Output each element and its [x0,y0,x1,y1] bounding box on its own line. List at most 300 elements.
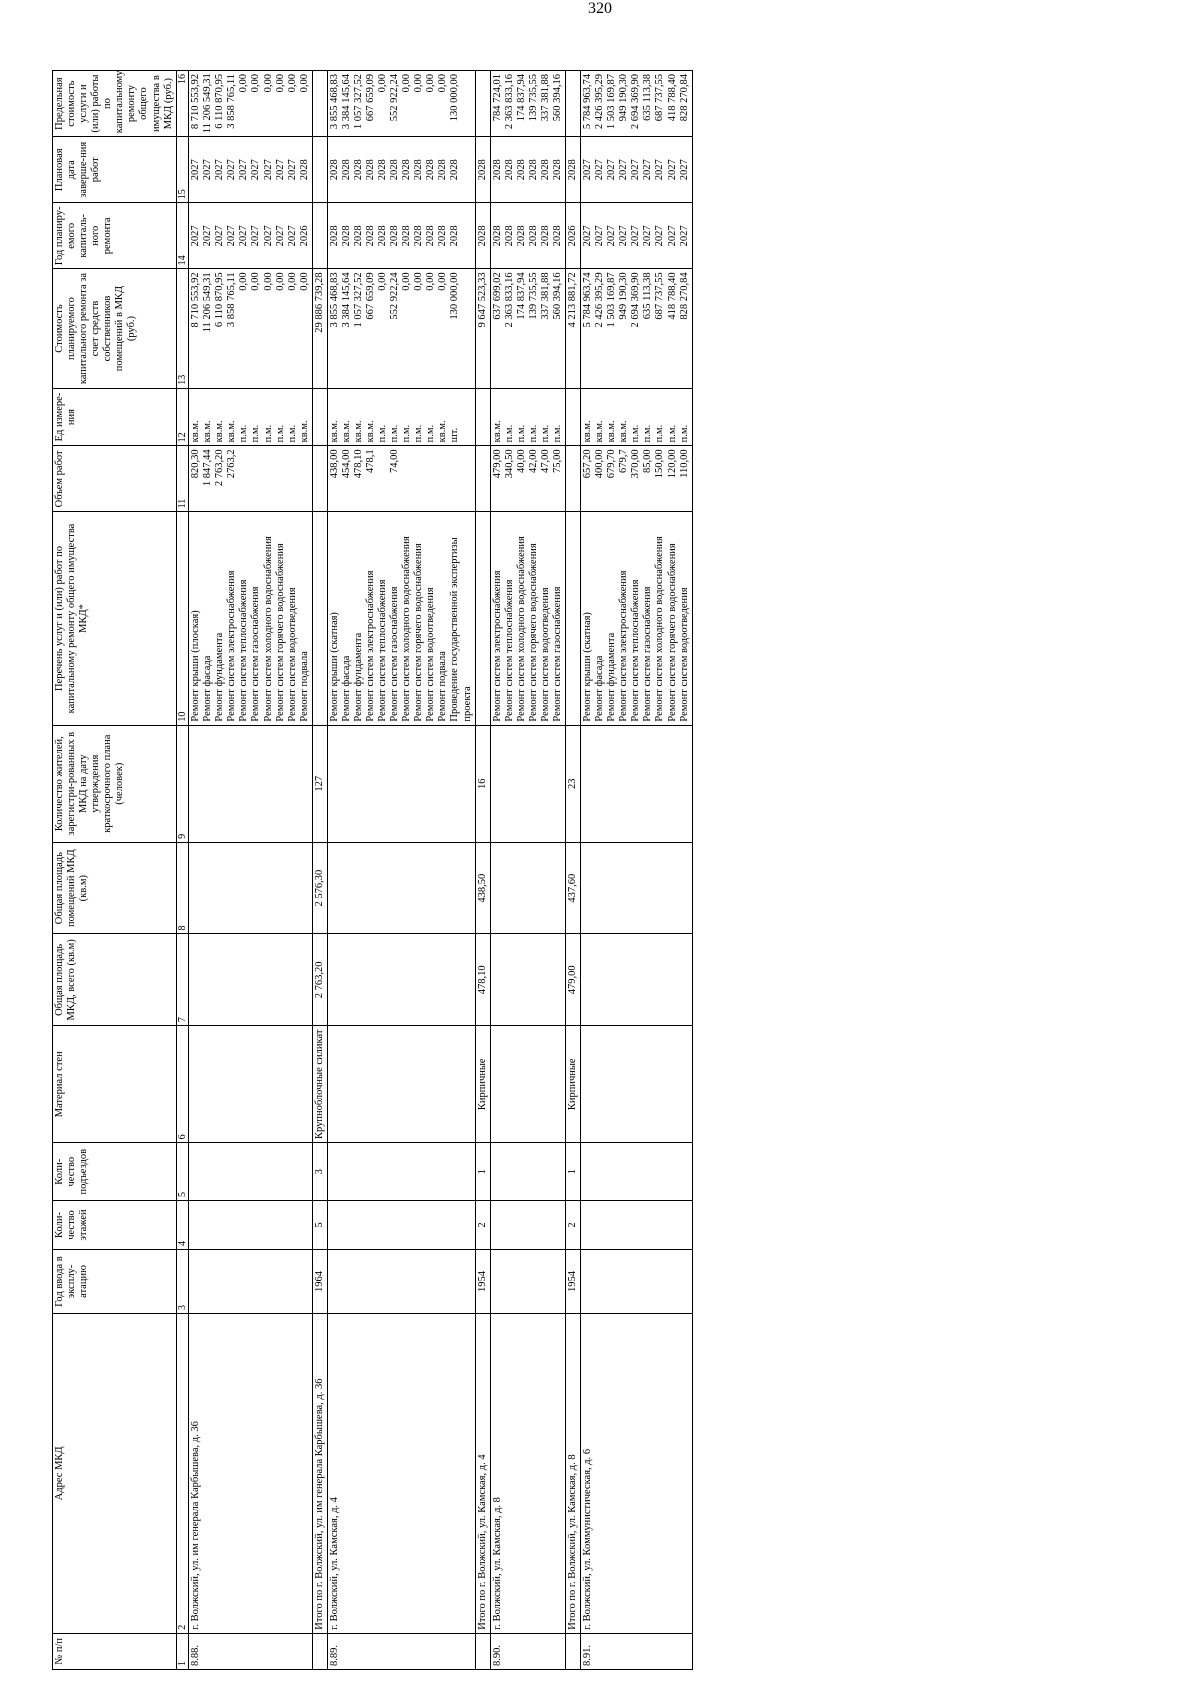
cost-line: 2 694 369,90 [630,272,642,328]
cost-line: 687 737,55 [654,272,666,320]
column-header-14: Год планиру-емого капиталь-ного ремонта [53,203,177,269]
cell-year [490,1250,565,1314]
column-header-1: № п/п [53,1633,177,1669]
volume-line: 454,00 [340,449,352,479]
column-header-7: Общая площадь МКД, всего (кв.м) [53,934,177,1026]
column-number-10: 10 [176,512,189,725]
volume-line [238,449,250,508]
works-line: Ремонт подвала [437,651,449,722]
works-line: Ремонт систем холодного водоснабжения [515,536,527,722]
end-date-line: 2027 [606,159,618,181]
cell-year [189,1250,313,1314]
limit-cost-line: 1 057 327,52 [352,74,364,130]
cell-address: Итого по г. Волжский, ул. Камская, д. 8 [566,1313,581,1633]
table-row [327,71,475,1670]
cell-volume [312,446,327,512]
cell-volume [327,446,475,512]
volume-line: 820,30 [190,449,202,479]
works-line: Ремонт систем холодного водоснабжения [401,536,413,722]
cell-entrances [490,1143,565,1201]
unit-line: п.м. [642,424,654,443]
unit-line: шт. [449,427,461,443]
cell-end-date [327,137,475,203]
works-line: Ремонт систем водоотведения [539,587,551,722]
column-number-9: 9 [176,725,189,842]
unit-line: п.м. [503,424,515,443]
end-date-line: 2028 [340,159,352,181]
plan-year-line: 2027 [678,225,690,247]
cost-line: 8 710 553,92 [190,272,202,328]
column-header-10: Перечень услуг и (или) работ по капитальному ремонту общего имущества МКД* [53,512,177,725]
cell-year: 1954 [566,1250,581,1314]
cell-limit-cost [327,71,475,137]
cell-no: 8.91. [581,1633,693,1669]
volume-line [437,449,449,508]
column-number-12: 12 [176,388,189,446]
end-date-line: 2027 [190,159,202,181]
volume-line: 478,1 [365,449,376,473]
cell-address: г. Волжский, ул. Коммунистическая, д. 6 [581,1313,693,1633]
cell-limit-cost [581,71,693,137]
volume-line [425,449,437,508]
end-date-line: 2028 [389,159,401,181]
end-date-line: 2028 [491,159,503,181]
cell-limit-cost [566,71,581,137]
cell-cost [312,269,327,388]
limit-cost-line: 174 837,94 [515,74,527,122]
unit-line: кв.м. [340,420,352,443]
page-number: 320 [588,0,612,17]
volume-line: 85,00 [642,449,654,473]
cell-end-date [475,137,490,203]
end-date-line: 2027 [666,159,678,181]
cost-line: 635 113,38 [642,272,654,320]
cell-no [475,1633,490,1669]
plan-year-line: 2027 [654,225,666,247]
cell-entrances: 1 [566,1143,581,1201]
cost-line: 130 000,00 [449,272,461,320]
cell-area-premises [490,842,565,934]
limit-cost-line: 418 788,40 [666,74,678,122]
cost-line: 949 190,30 [618,272,630,320]
column-number-14: 14 [176,203,189,269]
works-line: Ремонт фундамента [352,632,364,722]
end-date-line: 2027 [262,159,274,181]
cell-entrances [581,1143,693,1201]
limit-cost-line: 130 000,00 [449,74,461,122]
unit-line: п.м. [666,424,678,443]
limit-cost-line: 667 659,09 [365,74,376,122]
unit-line: п.м. [286,424,298,443]
cell-floors [327,1200,475,1249]
limit-cost-line: 0,00 [413,74,425,93]
limit-cost-line: 1 503 169,87 [606,74,618,130]
unit-line: кв.м. [226,420,238,443]
plan-year-line: 2027 [606,225,618,247]
cell-cost [189,269,313,388]
cell-volume [475,446,490,512]
volume-line: 120,00 [666,449,678,479]
volume-line: 47,00 [539,449,551,473]
cell-area-total: 2 763,20 [312,934,327,1026]
cell-end-date [490,137,565,203]
unit-line: кв.м. [214,420,226,443]
limit-cost-line: 337 381,88 [539,74,551,122]
end-date-line: 2028 [352,159,364,181]
cell-unit [581,388,693,446]
cell-area-total: 478,10 [475,934,490,1026]
volume-line: 479,00 [491,449,503,479]
cell-entrances [189,1143,313,1201]
works-line: Ремонт систем водоотведения [286,587,298,722]
cell-material [581,1026,693,1143]
works-line: Ремонт систем теплоснабжения [238,579,250,722]
unit-line: кв.м. [491,420,503,443]
volume-line: 150,00 [654,449,666,479]
cost-line: 6 110 870,95 [214,272,226,328]
column-header-2: Адрес МКД [53,1313,177,1633]
plan-year-line: 2028 [539,225,551,247]
limit-cost-line: 139 735,55 [527,74,539,122]
unit-line: п.м. [539,424,551,443]
column-header-12: Ед измере-ния [53,388,177,446]
cell-cost [581,269,693,388]
cell-unit [189,388,313,446]
end-date-line: 2028 [476,159,488,181]
cell-residents [490,725,565,842]
cell-area-premises [581,842,693,934]
cell-material: Крупноблочные силикат [312,1026,327,1143]
cost-line: 828 270,84 [678,272,690,320]
cell-material: Кирпичные [566,1026,581,1143]
cell-no [312,1633,327,1669]
cell-volume [490,446,565,512]
volume-line [275,449,287,508]
cell-floors: 2 [475,1200,490,1249]
cell-plan-year [581,203,693,269]
volume-line: 1 847,44 [202,449,214,487]
cell-area-premises: 437,60 [566,842,581,934]
end-date-line: 2028 [449,159,461,181]
unit-line: п.м. [425,424,437,443]
end-date-line: 2028 [437,159,449,181]
works-line: Проведение государственной экспертизы проекта [449,537,473,722]
works-line: Ремонт систем горячего водоснабжения [274,543,286,722]
column-number-3: 3 [176,1250,189,1314]
volume-line [263,449,275,508]
cost-line: 0,00 [250,272,262,291]
cost-line: 0,00 [274,272,286,291]
cell-limit-cost [490,71,565,137]
cost-line: 337 381,88 [539,272,551,320]
works-line: Ремонт систем теплоснабжения [503,579,515,722]
end-date-line: 2028 [425,159,437,181]
unit-line: п.м. [250,424,262,443]
column-header-11: Объем работ [53,446,177,512]
cost-line: 0,00 [437,272,449,291]
volume-line: 42,00 [527,449,539,473]
column-number-13: 13 [176,269,189,388]
cell-unit [475,388,490,446]
cell-end-date [581,137,693,203]
cell-address: г. Волжский, ул. Камская, д. 8 [490,1313,565,1633]
cell-unit [566,388,581,446]
cell-material [490,1026,565,1143]
end-date-line: 2028 [377,159,389,181]
cost-line: 2 426 395,29 [594,272,606,328]
plan-year-line: 2028 [503,225,515,247]
cost-line: 0,00 [238,272,250,291]
cell-limit-cost [312,71,327,137]
plan-year-line: 2027 [214,225,226,247]
plan-year-line: 2028 [401,225,413,247]
plan-year-line: 2028 [413,225,425,247]
works-line: Ремонт систем газоснабжения [551,586,563,722]
cell-area-total [581,934,693,1026]
column-header-13: Стоимость планируемого капитального ремонта за счет средств собственников помещений в МКД (руб.) [53,269,177,388]
end-date-line: 2027 [274,159,286,181]
column-number-6: 6 [176,1026,189,1143]
cost-line: 637 699,02 [491,272,503,320]
works-line: Ремонт систем горячего водоснабжения [666,543,678,722]
works-line: Ремонт систем водоотведения [678,587,690,722]
plan-year-line: 2028 [476,225,488,247]
cost-line: 552 922,24 [389,272,401,320]
end-date-line: 2028 [539,159,551,181]
limit-cost-line: 0,00 [250,74,262,93]
limit-cost-line: 552 922,24 [389,74,401,122]
works-line: Ремонт систем горячего водоснабжения [413,543,425,722]
cost-line: 1 503 169,87 [606,272,618,328]
volume-line: 2763,2 [226,449,238,479]
cell-residents: 16 [475,725,490,842]
volume-line: 40,00 [515,449,527,473]
cell-limit-cost [475,71,490,137]
table-row [490,71,565,1670]
unit-line: п.м. [654,424,666,443]
cell-residents: 127 [312,725,327,842]
column-number-4: 4 [176,1200,189,1249]
unit-line: кв.м. [202,420,214,443]
column-header-5: Коли-чество подъездов [53,1143,177,1201]
cell-cost [475,269,490,388]
plan-year-line: 2027 [238,225,250,247]
limit-cost-line: 2 426 395,29 [594,74,606,130]
plan-year-line: 2027 [190,225,202,247]
volume-line [449,449,461,508]
works-line: Ремонт крыши (скатная) [328,612,340,722]
plan-year-line: 2027 [618,225,630,247]
cell-area-premises [189,842,313,934]
unit-line: п.м. [551,424,563,443]
cell-year: 1964 [312,1250,327,1314]
cost-line: 11 206 549,31 [202,272,214,333]
table-row [581,71,693,1670]
plan-year-line: 2027 [250,225,262,247]
unit-line: кв.м. [606,420,618,443]
volume-line: 2 763,20 [214,449,226,487]
cell-plan-year [189,203,313,269]
header-row [53,71,177,1670]
limit-cost-line: 3 858 765,11 [226,74,238,129]
cell-address: г. Волжский, ул. Камская, д. 4 [327,1313,475,1633]
end-date-line: 2028 [503,159,515,181]
limit-cost-line: 8 710 553,92 [190,74,202,130]
end-date-line: 2027 [226,159,238,181]
cell-unit [312,388,327,446]
unit-line: п.м. [527,424,539,443]
column-number-5: 5 [176,1143,189,1201]
cell-no: 8.88. [189,1633,313,1669]
limit-cost-line: 0,00 [286,74,298,93]
end-date-line: 2027 [618,159,630,181]
cell-entrances: 3 [312,1143,327,1201]
cell-address: г. Волжский, ул. им генерала Карбышева, д. 36 [189,1313,313,1633]
unit-line: п.м. [630,424,642,443]
column-number-15: 15 [176,137,189,203]
cell-works [189,512,313,725]
column-number-2: 2 [176,1313,189,1633]
column-header-3: Год ввода в эксплу-атацию [53,1250,177,1314]
end-date-line: 2027 [286,159,298,181]
limit-cost-line: 949 190,30 [618,74,630,122]
column-header-6: Материал стен [53,1026,177,1143]
volume-line [413,449,425,508]
plan-year-line: 2028 [515,225,527,247]
limit-cost-line: 0,00 [377,74,389,93]
cell-no: 8.90. [490,1633,565,1669]
volume-line: 74,00 [389,449,401,473]
end-date-line: 2028 [298,159,310,181]
works-line: Ремонт систем холодного водоснабжения [654,536,666,722]
cell-end-date [189,137,313,203]
end-date-line: 2028 [401,159,413,181]
works-line: Ремонт систем газоснабжения [642,586,654,722]
cost-line: 0,00 [401,272,413,291]
plan-year-line: 2027 [262,225,274,247]
cost-line: 0,00 [425,272,437,291]
cost-line: 560 394,16 [551,272,563,320]
plan-year-line: 2028 [551,225,563,247]
volume-line: 679,70 [606,449,618,479]
works-line: Ремонт систем теплоснабжения [630,579,642,722]
works-line: Ремонт систем водоотведения [425,587,437,722]
cell-plan-year [312,203,327,269]
cell-entrances [327,1143,475,1201]
cell-residents [327,725,475,842]
limit-cost-line: 687 737,55 [654,74,666,122]
table-body [189,71,693,1670]
column-number-8: 8 [176,842,189,934]
limit-cost-line: 0,00 [425,74,437,93]
limit-cost-line: 3 855 468,83 [328,74,340,130]
cost-line: 0,00 [413,272,425,291]
plan-year-line: 2028 [365,225,376,247]
unit-line: п.м. [262,424,274,443]
cost-line: 1 057 327,52 [352,272,364,328]
works-line: Ремонт систем электроснабжения [618,570,630,722]
cost-line: 0,00 [298,272,310,291]
cell-works [566,512,581,725]
end-date-line: 2028 [551,159,563,181]
cell-unit [490,388,565,446]
cost-line: 4 213 881,72 [567,272,578,328]
cell-year: 1954 [475,1250,490,1314]
column-header-15: Плановая дата заверше-ния работ [53,137,177,203]
limit-cost-line: 5 784 963,74 [582,74,594,130]
cell-area-premises [327,842,475,934]
volume-line [401,449,413,508]
works-line: Ремонт фундамента [214,632,226,722]
cell-floors: 5 [312,1200,327,1249]
table-row-total [312,71,327,1670]
cell-limit-cost [189,71,313,137]
cost-line: 0,00 [286,272,298,291]
column-number-7: 7 [176,934,189,1026]
column-number-11: 11 [176,446,189,512]
plan-year-line: 2026 [567,225,578,247]
unit-line: кв.м. [190,420,202,443]
rotated-page [52,70,1167,1670]
works-line: Ремонт систем горячего водоснабжения [527,543,539,722]
limit-cost-line: 560 394,16 [551,74,563,122]
volume-line: 75,00 [551,449,563,473]
cost-line: 0,00 [377,272,389,291]
plan-year-line: 2027 [274,225,286,247]
unit-line: п.м. [678,424,690,443]
cell-material [327,1026,475,1143]
plan-year-line: 2028 [377,225,389,247]
cell-works [475,512,490,725]
end-date-line: 2027 [630,159,642,181]
end-date-line: 2028 [515,159,527,181]
works-line: Ремонт фундамента [606,632,618,722]
cell-volume [189,446,313,512]
plan-year-line: 2027 [226,225,238,247]
unit-line: кв.м. [437,420,449,443]
works-line: Ремонт подвала [298,651,310,722]
cell-cost [327,269,475,388]
cost-line: 139 735,55 [527,272,539,320]
cell-address: Итого по г. Волжский, ул. им генерала Карбышева, д. 36 [312,1313,327,1633]
unit-line: кв.м. [618,420,630,443]
plan-year-line: 2027 [642,225,654,247]
cell-cost [490,269,565,388]
limit-cost-line: 0,00 [401,74,413,93]
limit-cost-line: 11 206 549,31 [202,73,214,134]
end-date-line: 2028 [365,159,376,181]
cost-line: 667 659,09 [365,272,376,320]
column-header-8: Общая площадь помещений МКД (кв.м) [53,842,177,934]
works-line: Ремонт систем теплоснабжения [377,579,389,722]
unit-line: п.м. [515,424,527,443]
cell-floors [490,1200,565,1249]
plan-year-line: 2026 [298,225,310,247]
plan-year-line: 2028 [340,225,352,247]
limit-cost-line: 0,00 [298,74,310,93]
cell-no [566,1633,581,1669]
works-line: Ремонт фасада [340,655,352,722]
works-line: Ремонт систем электроснабжения [365,570,376,722]
works-line: Ремонт фасада [202,655,214,722]
unit-line: п.м. [274,424,286,443]
limit-cost-line: 828 270,84 [678,74,690,122]
cell-plan-year [566,203,581,269]
cell-works [312,512,327,725]
cell-volume [566,446,581,512]
works-line: Ремонт систем электроснабжения [491,570,503,722]
plan-year-line: 2028 [352,225,364,247]
